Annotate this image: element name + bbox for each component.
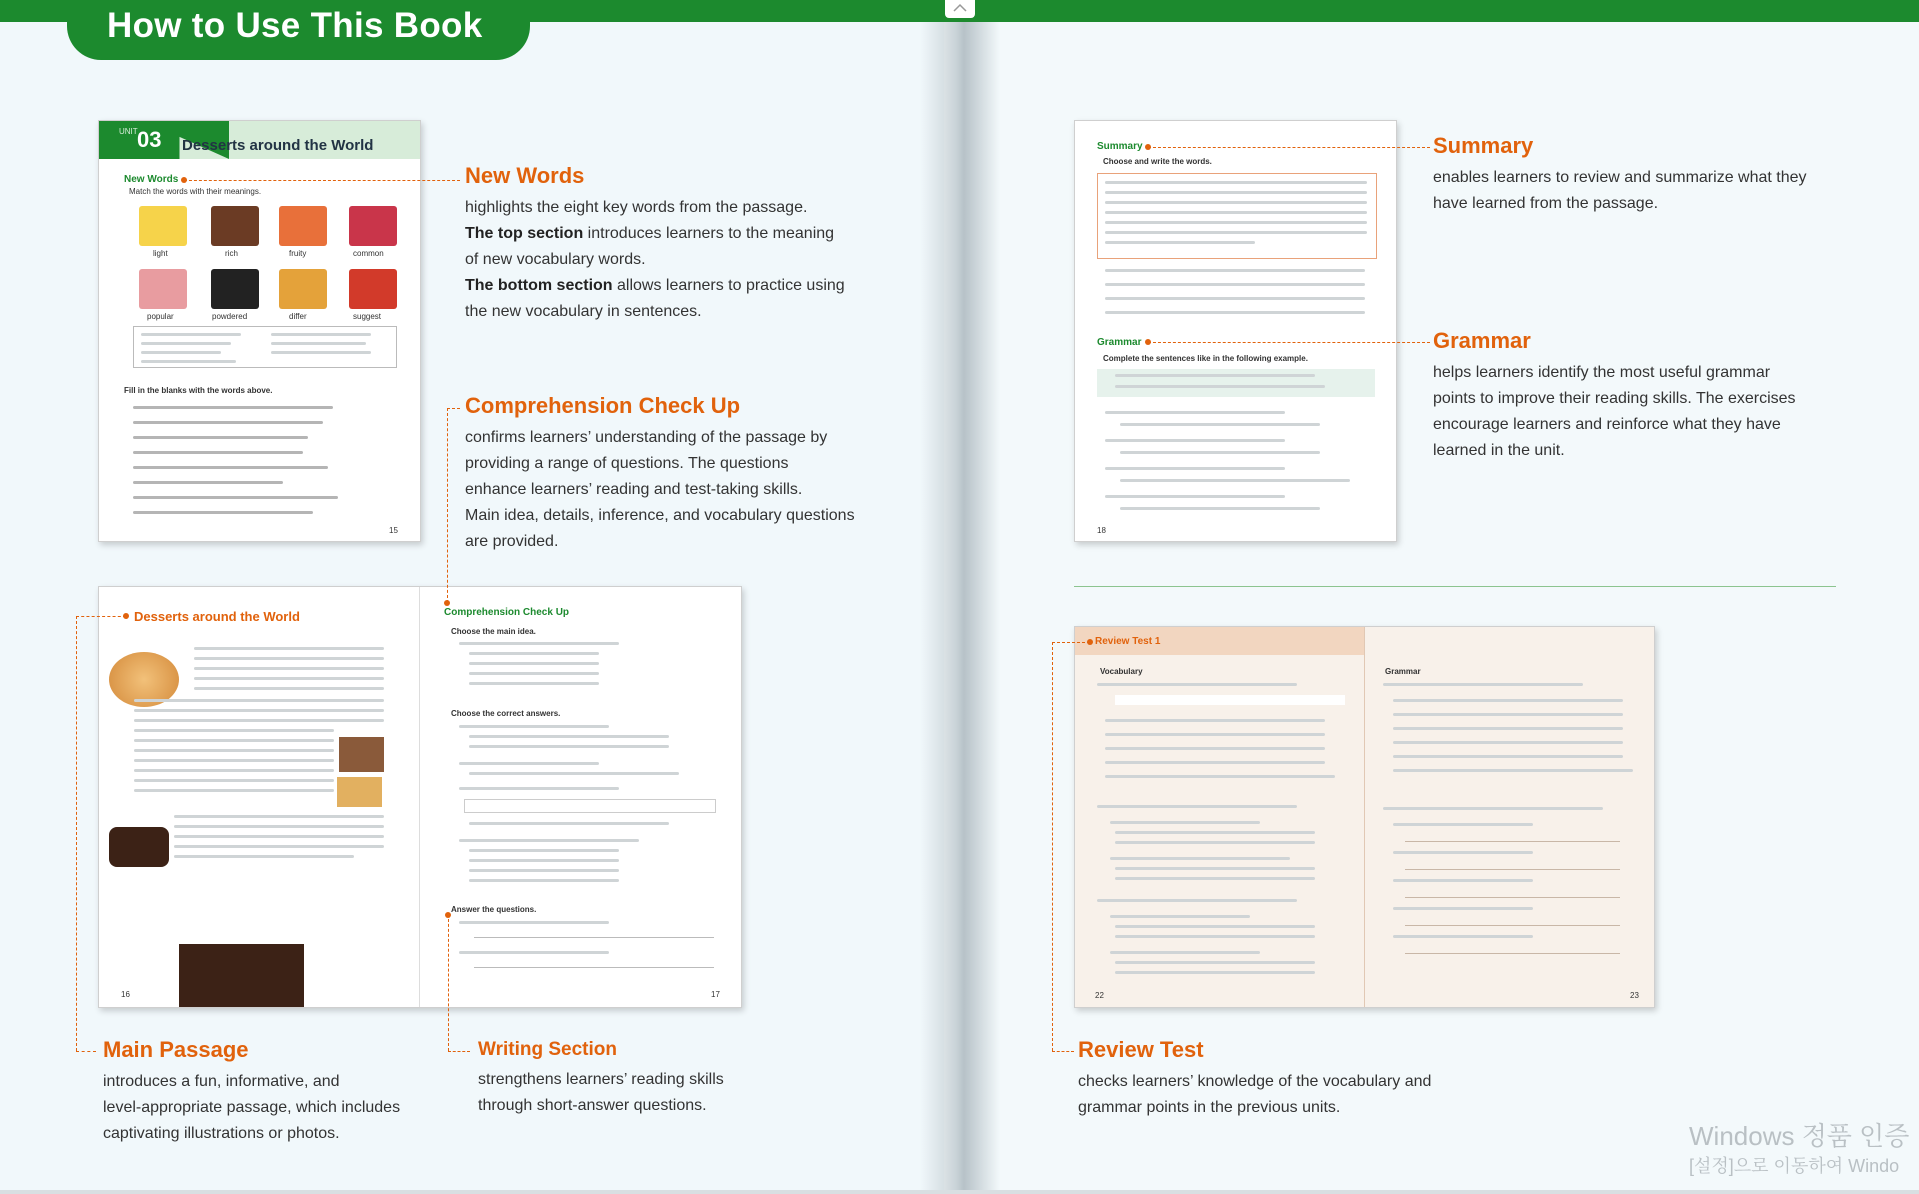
word-label: common xyxy=(353,249,384,258)
callout-title: New Words xyxy=(465,163,585,188)
word-image-2 xyxy=(211,206,259,246)
new-words-heading: New Words xyxy=(124,174,179,185)
callout-line: grammar points in the previous units. xyxy=(1078,1099,1341,1116)
review-callout xyxy=(1078,1037,1498,1121)
review-title: Review Test 1 xyxy=(1095,636,1161,647)
cherry-cake-image xyxy=(179,917,304,1007)
connector-dot xyxy=(1087,639,1093,645)
page-number: 16 xyxy=(121,990,130,999)
word-label: fruity xyxy=(289,249,307,258)
word-bank xyxy=(1115,695,1345,705)
word-image-7 xyxy=(279,269,327,309)
spread-divider xyxy=(419,587,420,1007)
connector-dot xyxy=(1145,144,1151,150)
page-number: 17 xyxy=(711,990,720,999)
word-image-5 xyxy=(139,269,187,309)
answer-box xyxy=(464,799,716,813)
chocolate-cake-image xyxy=(109,827,169,867)
page-number: 18 xyxy=(1097,526,1106,535)
q-answer: Answer the questions. xyxy=(451,905,537,914)
vocab-heading: Vocabulary xyxy=(1100,667,1143,676)
review-grammar-heading: Grammar xyxy=(1385,667,1421,676)
answer-line xyxy=(1405,841,1620,842)
callout-line: encourage learners and reinforce what they have xyxy=(1433,416,1781,433)
connector-writing-h xyxy=(448,1051,470,1052)
q-correct: Choose the correct answers. xyxy=(451,709,561,718)
review-test-thumbnail xyxy=(1074,626,1655,1008)
connector-summary xyxy=(1148,147,1430,148)
activation-watermark: Windows 정품 인증 xyxy=(1689,1121,1910,1151)
callout-line: points to improve their reading skills. The exercises xyxy=(1433,390,1796,407)
new-words-callout xyxy=(465,163,905,325)
callout-line: strengthens learners’ reading skills xyxy=(478,1071,724,1088)
word-label: light xyxy=(153,249,168,258)
connector-main-passage-top xyxy=(76,616,126,617)
callout-title: Main Passage xyxy=(103,1037,249,1062)
summary-box xyxy=(1097,173,1377,259)
callout-line xyxy=(465,273,905,299)
connector-comprehension-v xyxy=(447,408,448,603)
grammar-heading: Grammar xyxy=(1097,337,1142,348)
connector-dot xyxy=(444,600,450,606)
callout-title: Writing Section xyxy=(478,1039,617,1060)
word-image-1 xyxy=(139,206,187,246)
chevron-up-icon xyxy=(952,3,968,13)
connector-dot xyxy=(1145,339,1151,345)
callout-line: enables learners to review and summarize what they xyxy=(1433,169,1807,186)
callout-title: Comprehension Check Up xyxy=(465,393,741,418)
collapse-tab[interactable] xyxy=(945,0,975,18)
unit-number: 03 xyxy=(137,127,162,152)
word-image-6 xyxy=(211,269,259,309)
callout-title: Review Test xyxy=(1078,1037,1204,1062)
callout-title: Grammar xyxy=(1433,328,1531,353)
answer-line xyxy=(1405,953,1620,954)
callout-line: Main idea, details, inference, and vocabulary questions xyxy=(465,507,855,524)
word-label: differ xyxy=(289,312,307,321)
check-up-title: Comprehension Check Up xyxy=(444,607,570,618)
connector-writing xyxy=(448,914,449,1051)
callout-line: checks learners’ knowledge of the vocabulary and xyxy=(1078,1073,1432,1090)
word-image-4 xyxy=(349,206,397,246)
new-words-thumbnail xyxy=(98,120,421,542)
connector-new-words xyxy=(184,180,460,181)
page-title: How to Use This Book xyxy=(107,6,483,45)
callout-line: the new vocabulary in sentences. xyxy=(465,303,702,320)
connector-review-bottom xyxy=(1052,1051,1074,1052)
book-gutter xyxy=(920,0,1000,1194)
connector-main-passage-bottom xyxy=(76,1051,96,1052)
answer-line xyxy=(1405,925,1620,926)
page-number: 23 xyxy=(1630,991,1639,1000)
answer-line xyxy=(474,967,714,968)
callout-line: highlights the eight key words from the passage. xyxy=(465,199,808,216)
summary-heading: Summary xyxy=(1097,141,1143,152)
unit-label: UNIT xyxy=(119,127,138,136)
callout-line: of new vocabulary words. xyxy=(465,251,646,268)
instruction-b: Fill in the blanks with the words above. xyxy=(124,386,273,395)
callout-line: level-appropriate passage, which includes xyxy=(103,1099,401,1116)
callout-line: enhance learners’ reading and test-taking skills. xyxy=(465,481,803,498)
bottom-edge xyxy=(0,1190,1919,1194)
callout-bold: The top section xyxy=(465,225,584,242)
q-main-idea: Choose the main idea. xyxy=(451,627,536,636)
title-banner xyxy=(67,0,530,60)
writing-callout xyxy=(478,1039,778,1119)
tiramisu-image xyxy=(339,737,384,772)
callout-line: through short-answer questions. xyxy=(478,1097,707,1114)
summary-instruction: Choose and write the words. xyxy=(1103,157,1212,166)
callout-line: providing a range of questions. The questions xyxy=(465,455,789,472)
page-number: 22 xyxy=(1095,991,1104,1000)
connector-dot xyxy=(445,912,451,918)
callout-line: introduces a fun, informative, and xyxy=(103,1073,340,1090)
section-divider xyxy=(1074,586,1836,587)
instruction-a: Match the words with their meanings. xyxy=(129,187,262,196)
callout-line xyxy=(465,221,905,247)
word-label: suggest xyxy=(353,312,382,321)
waffle-image xyxy=(337,777,382,807)
callout-text: allows learners to practice using xyxy=(612,277,845,294)
word-label: popular xyxy=(147,312,174,321)
callout-text: introduces learners to the meaning xyxy=(583,225,835,242)
page-number: 15 xyxy=(389,526,398,535)
callout-line: learned in the unit. xyxy=(1433,442,1565,459)
word-image-8 xyxy=(349,269,397,309)
answer-line xyxy=(474,937,714,938)
connector-grammar xyxy=(1148,342,1430,343)
connector-review-top xyxy=(1052,642,1090,643)
main-passage-callout xyxy=(103,1037,443,1147)
callout-line: have learned from the passage. xyxy=(1433,195,1659,212)
review-divider xyxy=(1364,627,1365,1007)
word-label: rich xyxy=(225,249,238,258)
summary-callout xyxy=(1433,133,1863,217)
unit-title: Desserts around the World xyxy=(182,137,374,154)
connector-dot xyxy=(181,177,187,183)
connector-main-passage xyxy=(76,616,77,1051)
passage-spread-thumbnail xyxy=(98,586,742,1008)
callout-bold: The bottom section xyxy=(465,277,613,294)
word-label: powdered xyxy=(212,312,248,321)
connector-comprehension xyxy=(447,408,460,409)
callout-line: confirms learners’ understanding of the passage by xyxy=(465,429,828,446)
callout-line: are provided. xyxy=(465,533,559,550)
connector-dot xyxy=(123,613,129,619)
callout-line: captivating illustrations or photos. xyxy=(103,1125,340,1142)
word-image-3 xyxy=(279,206,327,246)
answer-line xyxy=(1405,869,1620,870)
grammar-callout xyxy=(1433,328,1863,464)
summary-thumbnail xyxy=(1074,120,1397,542)
activation-watermark-sub: [설정]으로 이동하여 Windo xyxy=(1689,1156,1900,1176)
grammar-instruction: Complete the sentences like in the following example. xyxy=(1103,354,1308,363)
passage-thumb-title: Desserts around the World xyxy=(134,609,300,624)
callout-title: Summary xyxy=(1433,133,1534,158)
callout-line: helps learners identify the most useful grammar xyxy=(1433,364,1771,381)
comprehension-callout xyxy=(465,393,905,555)
answer-line xyxy=(1405,897,1620,898)
connector-review xyxy=(1052,642,1053,1051)
